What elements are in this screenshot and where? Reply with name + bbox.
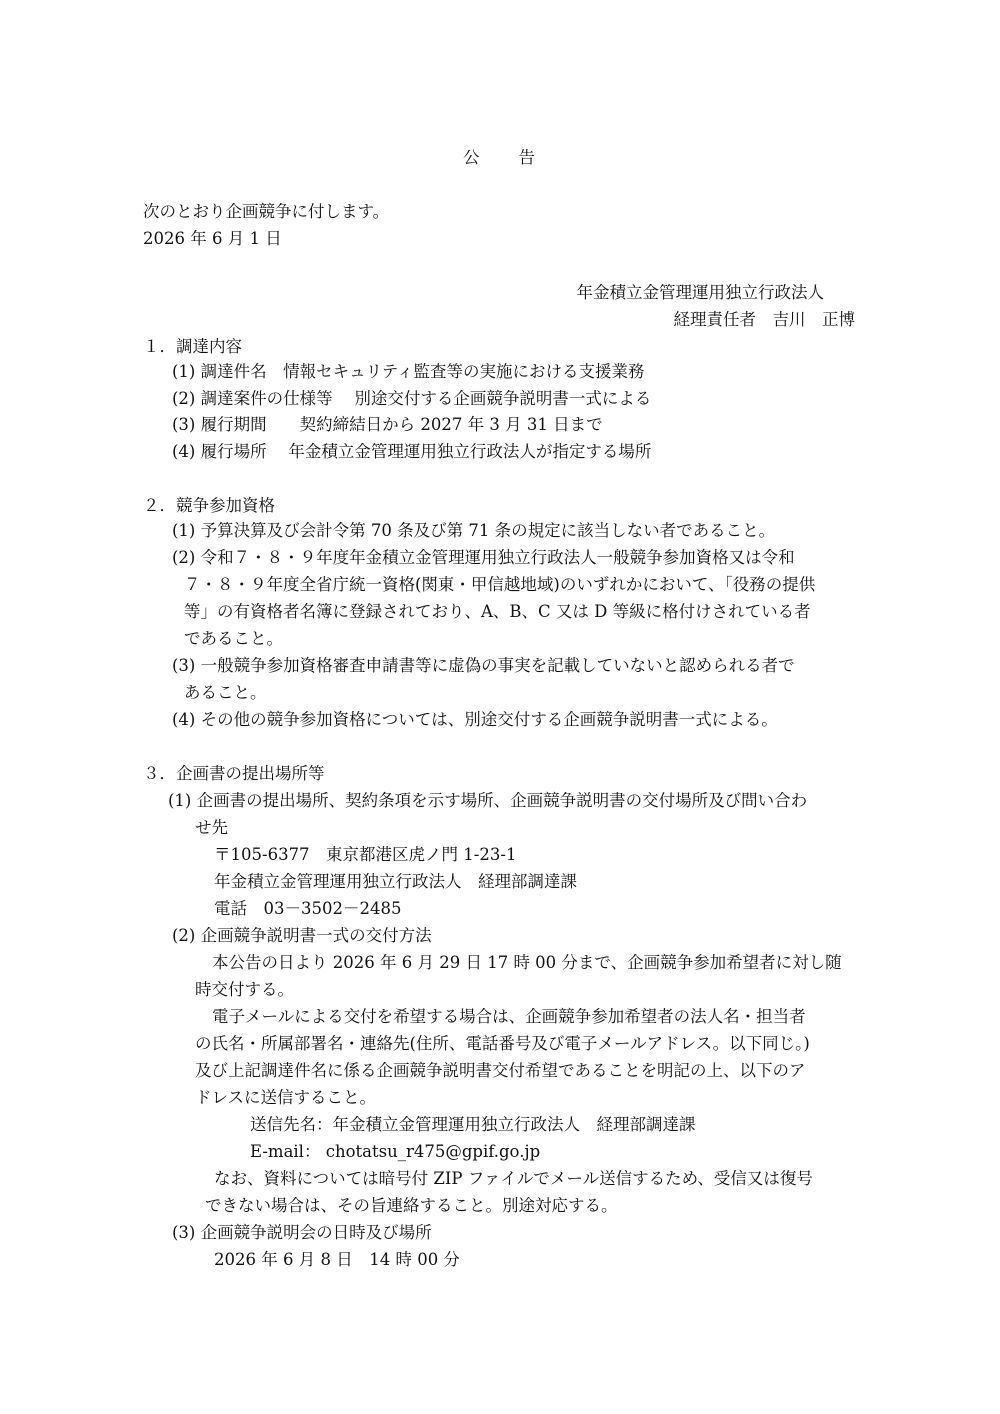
section-2-item-2-line-3: 等」の有資格者名簿に登録されており、A、B、C 又は D 等級に格付けされている者 — [184, 602, 811, 621]
section-3-item-3: (3) 企画競争説明会の日時及び場所 — [172, 1223, 432, 1242]
section-2-item-2-line-4: であること。 — [184, 629, 283, 648]
section-3-item-1-line-1: (1) 企画書の提出場所、契約条項を示す場所、企画競争説明書の交付場所及び問い合わ — [168, 791, 808, 810]
email-paragraph-line-1: 電子メールによる交付を希望する場合は、企画競争参加希望者の法人名・担当者 — [212, 1007, 806, 1026]
section-2-item-4: (4) その他の競争参加資格については、別途交付する企画競争説明書一式による。 — [172, 710, 778, 729]
email-paragraph-line-3: 及び上記調達件名に係る企画競争説明書交付希望であることを明記の上、以下のア — [195, 1061, 806, 1080]
document-title: 公 告 — [463, 148, 537, 167]
section-2-item-3-line-1: (3) 一般競争参加資格審査申請書等に虚偽の事実を記載していないと認められる者で — [172, 656, 795, 675]
section-1-item-1: (1) 調達件名 情報セキュリティ監査等の実施における支援業務 — [172, 362, 645, 381]
issuer-organization: 年金積立金管理運用独立行政法人 — [576, 283, 824, 302]
issue-date: 2026 年 6 月 1 日 — [143, 229, 282, 248]
issuer-officer: 経理責任者 吉川 正博 — [673, 310, 855, 329]
send-to-name: 送信先名：年金積立金管理運用独立行政法人 経理部調達課 — [250, 1115, 696, 1134]
distribution-paragraph-line-1: 本公告の日より 2026 年 6 月 29 日 17 時 00 分まで、企画競争参加希望者に対し随 — [212, 953, 842, 972]
section-1-heading: １．調達内容 — [143, 337, 242, 356]
section-3-item-1-line-2: せ先 — [195, 818, 228, 837]
section-1-item-2: (2) 調達案件の仕様等 別途交付する企画競争説明書一式による — [172, 389, 652, 408]
note-paragraph-line-2: できない場合は、その旨連絡すること。別途対応する。 — [205, 1196, 618, 1215]
department-name: 年金積立金管理運用独立行政法人 経理部調達課 — [214, 872, 577, 891]
section-2-item-1: (1) 予算決算及び会計令第 70 条及び第 71 条の規定に該当しない者であること。 — [172, 521, 776, 540]
section-3-item-2: (2) 企画競争説明書一式の交付方法 — [172, 926, 432, 945]
email-paragraph-line-4: ドレスに送信すること。 — [195, 1088, 377, 1107]
section-1-item-3: (3) 履行期間 契約締結日から 2027 年 3 月 31 日まで — [172, 415, 603, 434]
postal-address: 〒105-6377 東京都港区虎ノ門 1-23-1 — [214, 845, 517, 864]
briefing-datetime: 2026 年 6 月 8 日 14 時 00 分 — [214, 1250, 460, 1269]
distribution-paragraph-line-2: 時交付する。 — [195, 980, 294, 999]
intro-text: 次のとおり企画競争に付します。 — [143, 202, 390, 221]
telephone: 電話 03－3502－2485 — [214, 899, 402, 918]
section-2-heading: ２．競争参加資格 — [143, 496, 275, 515]
section-2-item-2-line-1: (2) 令和７・８・９年度年金積立金管理運用独立行政法人一般競争参加資格又は令和 — [172, 548, 795, 567]
section-3-heading: ３．企画書の提出場所等 — [143, 764, 325, 783]
section-2-item-2-line-2: ７・８・９年度全省庁統一資格(関東・甲信越地域)のいずれかにおいて、「役務の提供 — [184, 575, 816, 594]
section-1-item-4: (4) 履行場所 年金積立金管理運用独立行政法人が指定する場所 — [172, 442, 652, 461]
section-2-item-3-line-2: あること。 — [184, 683, 267, 702]
email-address: E-mail： chotatsu_r475@gpif.go.jp — [250, 1142, 541, 1161]
email-paragraph-line-2: の氏名・所属部署名・連絡先(住所、電話番号及び電子メールアドレス。以下同じ。) — [195, 1034, 810, 1053]
note-paragraph-line-1: なお、資料については暗号付 ZIP ファイルでメール送信するため、受信又は復号 — [214, 1169, 813, 1188]
